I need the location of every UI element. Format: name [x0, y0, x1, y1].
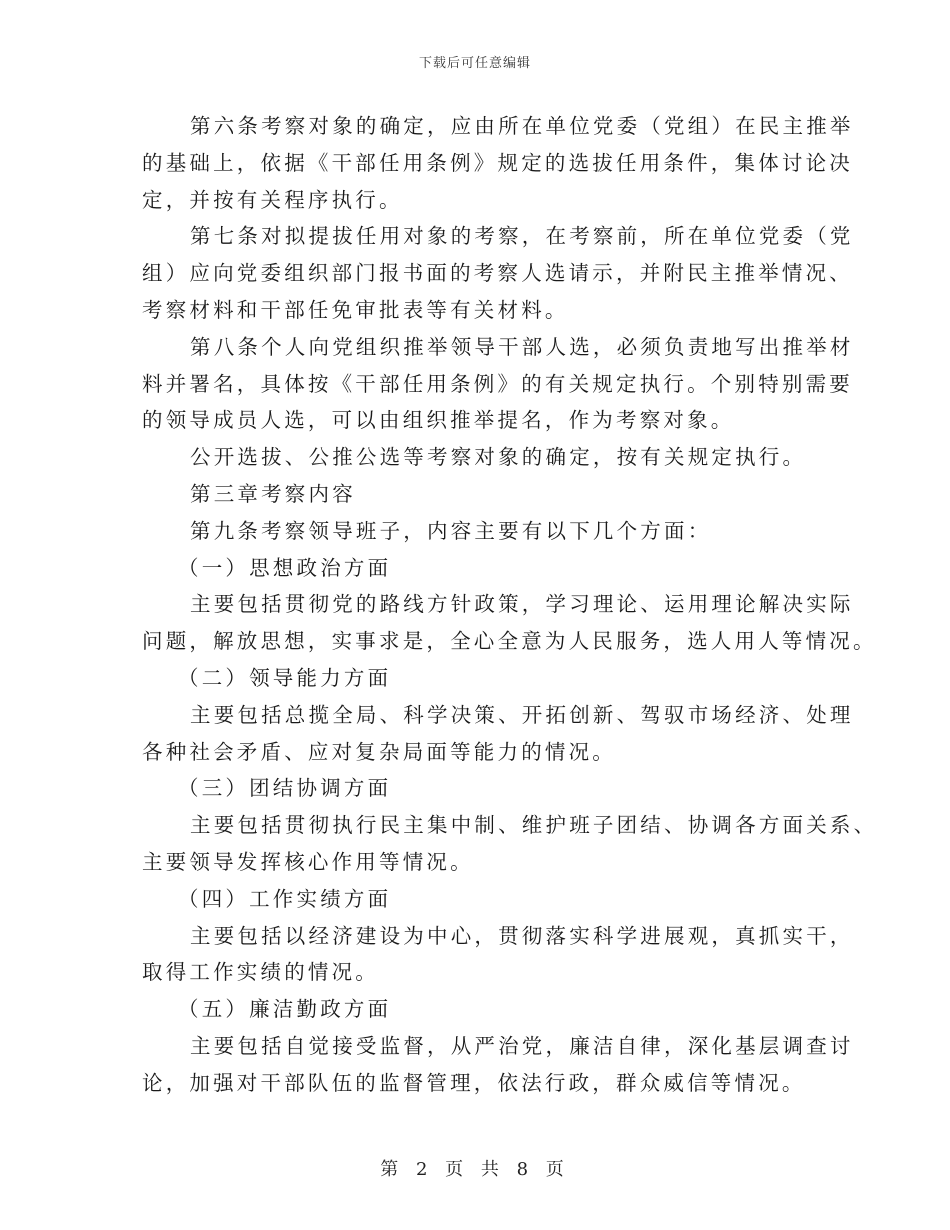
text-line: 主要包括贯彻党的路线方针政策，学习理论、运用理论解决实际 — [190, 592, 854, 617]
text-line: 各种社会矛盾、应对复杂局面等能力的情况。 — [142, 739, 616, 764]
text-line: 第九条考察领导班子，内容主要有以下几个方面： — [190, 518, 712, 543]
text-line: （二）领导能力方面 — [178, 665, 392, 690]
text-line: 公开选拔、公推公选等考察对象的确定，按有关规定执行。 — [190, 445, 807, 470]
page-footer — [0, 1155, 950, 1181]
text-line: （一）思想政治方面 — [178, 555, 392, 580]
text-line: 问题，解放思想，实事求是，全心全意为人民服务，选人用人等情况。 — [142, 629, 877, 654]
text-line: 定，并按有关程序执行。 — [142, 187, 403, 212]
text-line: 第八条个人向党组织推举领导干部人选，必须负责地写出推举材 — [190, 334, 854, 359]
text-line: 主要包括以经济建设为中心，贯彻落实科学进展观，真抓实干， — [190, 923, 854, 948]
text-line: 组）应向党委组织部门报书面的考察人选请示，并附民主推举情况、 — [142, 261, 853, 286]
footer-middle: 页 共 — [445, 1159, 505, 1180]
text-line: （三）团结协调方面 — [178, 776, 392, 801]
footer-total-pages: 8 — [516, 1159, 535, 1180]
text-line: （五）廉洁勤政方面 — [178, 997, 392, 1022]
text-line: 第七条对拟提拔任用对象的考察，在考察前，所在单位党委（党 — [190, 224, 854, 249]
text-line: 取得工作实绩的情况。 — [142, 960, 379, 985]
text-line: （四）工作实绩方面 — [178, 886, 392, 911]
page-header: 下载后可任意编辑 — [418, 56, 531, 71]
text-line: 料并署名，具体按《干部任用条例》的有关规定执行。个别特别需要 — [142, 371, 853, 396]
text-line: 主要领导发挥核心作用等情况。 — [142, 849, 474, 874]
text-line: 论，加强对干部队伍的监督管理，依法行政，群众威信等情况。 — [142, 1070, 806, 1095]
text-line: 第三章考察内容 — [190, 481, 356, 506]
document-body — [142, 108, 878, 1102]
footer-page-number: 2 — [415, 1159, 434, 1180]
text-line: 第六条考察对象的确定，应由所在单位党委（党组）在民主推举 — [190, 114, 854, 138]
footer-suffix: 页 — [545, 1159, 570, 1180]
text-line: 主要包括自觉接受监督，从严治党，廉洁自律，深化基层调查讨 — [190, 1033, 854, 1058]
text-line: 的领导成员人选，可以由组织推举提名，作为考察对象。 — [142, 408, 735, 433]
footer-prefix: 第 — [380, 1159, 405, 1180]
text-line: 的基础上，依据《干部任用条例》规定的选拔任用条件，集体讨论决 — [142, 150, 853, 175]
text-line: 考察材料和干部任免审批表等有关材料。 — [142, 297, 569, 322]
text-line: 主要包括贯彻执行民主集中制、维护班子团结、协调各方面关系、 — [190, 813, 878, 838]
text-line: 主要包括总揽全局、科学决策、开拓创新、驾驭市场经济、处理 — [190, 702, 854, 727]
